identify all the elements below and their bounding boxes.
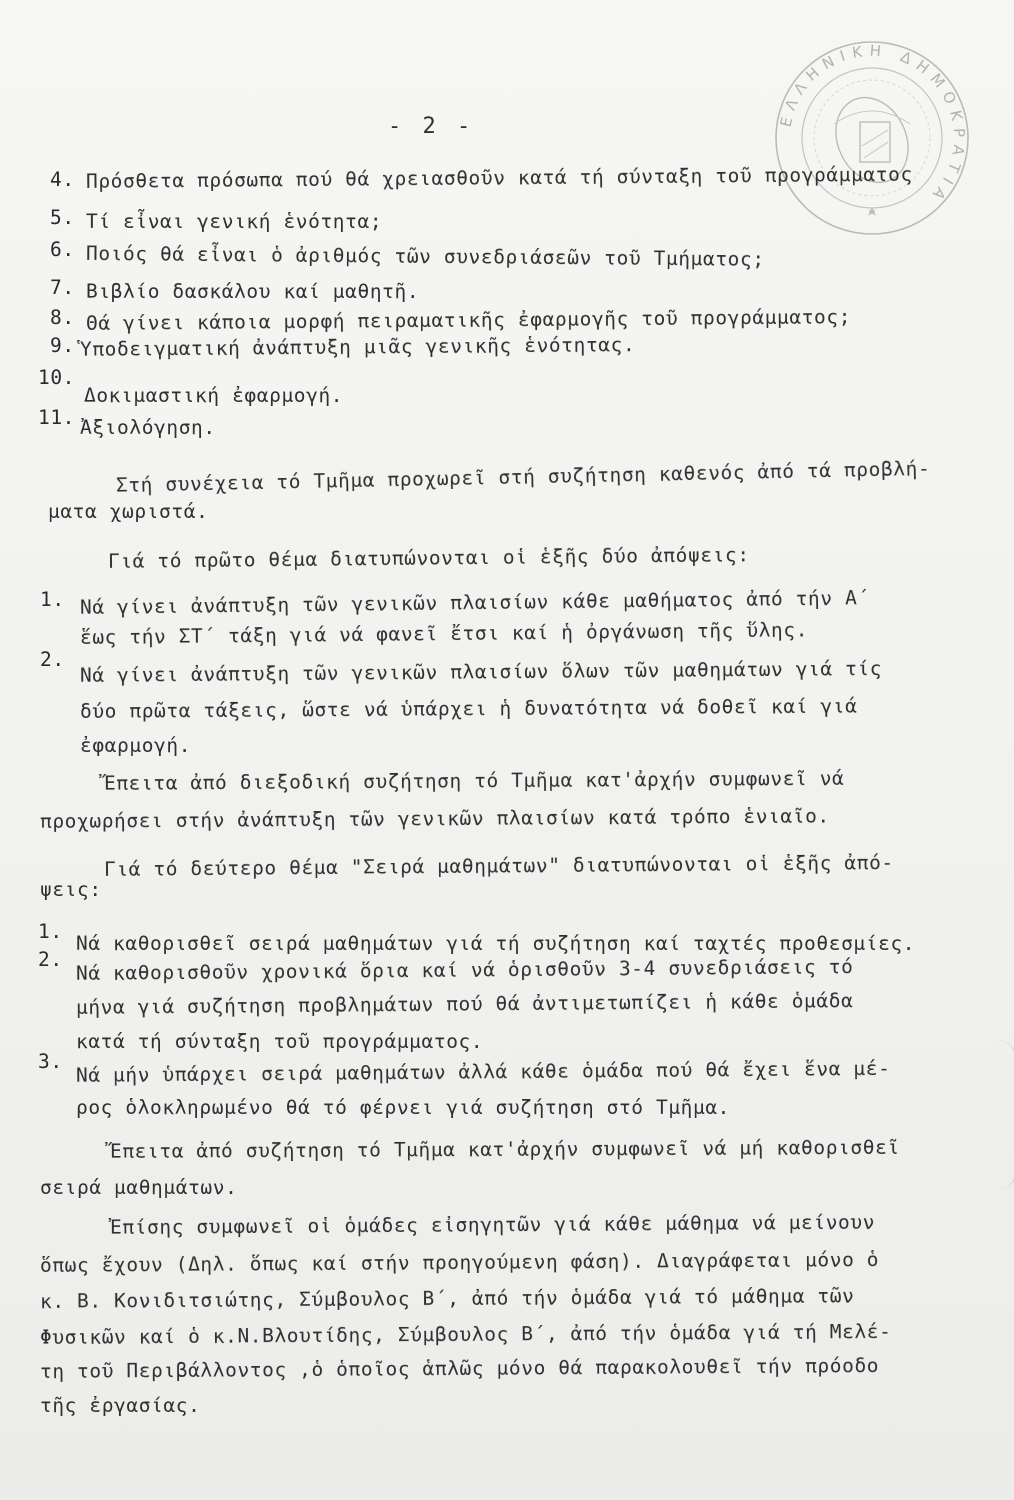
second-topic-heading-line: Γιά τό δεύτερο θέμα "Σειρά μαθημάτων" διατυπώνονται οἱ ἑξῆς ἀπό- bbox=[103, 851, 894, 881]
stamp-legend: ΕΛΛΗΝΙΚΗ ΔΗΜΟΚΡΑΤΙΑ bbox=[776, 41, 969, 209]
agenda-item-number: 8. bbox=[50, 306, 75, 329]
agenda-item-number: 7. bbox=[50, 276, 75, 299]
agenda-item-text: Ἀξιολόγηση. bbox=[80, 416, 216, 439]
agenda-item-number: 4. bbox=[50, 168, 75, 191]
opinion-line: Νά μήν ὑπάρχει σειρά μαθημάτων ἀλλά κάθε ὁμάδα πού θά ἔχει ἕνα μέ- bbox=[75, 1056, 891, 1087]
intro-line: Στή συνέχεια τό Τμῆμα προχωρεῖ στή συζήτηση καθενός ἀπό τά προβλή- bbox=[115, 456, 931, 497]
final-paragraph-line: τη τοῦ Περιβάλλοντος ,ὁ ὁποῖος ἁπλῶς μόνο θά παρακολουθεῖ τήν πρόοδο bbox=[39, 1354, 880, 1383]
second-topic-conclusion-line: Ἔπειτα ἀπό συζήτηση τό Τμῆμα κατ'ἀρχήν συμφωνεῖ νά μή καθορισθεῖ bbox=[109, 1135, 900, 1163]
final-paragraph-line: κ. Β. Κονιδιτσιώτης, Σύμβουλος Β΄, ἀπό τήν ὁμάδα γιά τό μάθημα τῶν bbox=[39, 1284, 855, 1313]
second-topic-heading-line: ψεις: bbox=[40, 878, 102, 901]
opinion-number: 1. bbox=[38, 920, 63, 943]
opinion-line: ἕως τήν ΣΤ΄ τάξη γιά νά φανεῖ ἔτσι καί ἡ ὀργάνωση τῆς ὕλης. bbox=[79, 618, 809, 649]
first-topic-conclusion-line: προχωρήσει στήν ἀνάπτυξη τῶν γενικῶν πλαισίων κατά τρόπο ἑνιαῖο. bbox=[39, 804, 830, 833]
opinion-line: Νά καθορισθοῦν χρονικά ὅρια καί νά ὁρισθοῦν 3-4 συνεδριάσεις τό bbox=[75, 955, 854, 985]
final-paragraph-line: τῆς ἐργασίας. bbox=[40, 1394, 201, 1417]
agenda-item-number: 5. bbox=[50, 206, 75, 229]
intro-line: ματα χωριστά. bbox=[48, 500, 209, 523]
agenda-item-text: Τί εἶναι γενική ἑνότητα; bbox=[86, 210, 383, 233]
agenda-item-text: Ὑποδειγματική ἀνάπτυξη μιᾶς γενικῆς ἑνότητας. bbox=[79, 333, 636, 361]
opinion-line: Νά γίνει ἀνάπτυξη τῶν γενικῶν πλαισίων κάθε μαθήματος ἀπό τήν Α΄ bbox=[79, 586, 870, 619]
final-paragraph-line: Ἐπίσης συμφωνεῖ οἱ ὁμάδες εἰσηγητῶν γιά κάθε μάθημα νά μείνουν bbox=[109, 1210, 876, 1239]
agenda-item-number: 6. bbox=[50, 238, 75, 261]
agenda-item-text: Δοκιμαστική ἐφαρμογή. bbox=[84, 384, 344, 407]
agenda-item-number: 9. bbox=[50, 334, 75, 357]
opinion-line: ρος ὁλοκληρωμένο θά τό φέρνει γιά συζήτηση στό Τμῆμα. bbox=[76, 1096, 731, 1119]
first-topic-conclusion-line: Ἔπειτα ἀπό διεξοδική συζήτηση τό Τμῆμα κατ'ἀρχήν συμφωνεῖ νά bbox=[103, 766, 845, 795]
agenda-item-text: Βιβλίο δασκάλου καί μαθητῆ. bbox=[86, 280, 420, 303]
first-topic-heading: Γιά τό πρῶτο θέμα διατυπώνονται οἱ ἑξῆς δύο ἀπόψεις: bbox=[107, 543, 750, 573]
opinion-line: κατά τή σύνταξη τοῦ προγράμματος. bbox=[76, 1030, 484, 1053]
page-number: - 2 - bbox=[388, 114, 475, 139]
opinion-line: δύο πρῶτα τάξεις, ὥστε νά ὑπάρχει ἡ δυνατότητα νά δοθεῖ καί γιά bbox=[79, 694, 858, 723]
margin-bracket bbox=[996, 1040, 1014, 1190]
agenda-item-number: 11. bbox=[38, 406, 76, 429]
opinion-line: ἐφαρμογή. bbox=[80, 734, 192, 757]
opinion-number: 1. bbox=[40, 588, 65, 611]
final-paragraph-line: Φυσικῶν καί ὁ κ.Ν.Βλουτίδης, Σύμβουλος Β΄, ἀπό τήν ὁμάδα γιά τή Μελέ- bbox=[39, 1320, 892, 1349]
opinion-line: μήνα γιά συζήτηση προβλημάτων πού θά ἀντιμετωπίζει ἡ κάθε ὁμάδα bbox=[75, 989, 854, 1019]
opinion-line: Νά καθορισθεῖ σειρά μαθημάτων γιά τή συζήτηση καί ταχτές προθεσμίες. bbox=[76, 932, 916, 955]
opinion-number: 3. bbox=[38, 1050, 63, 1073]
agenda-item-text: Πρόσθετα πρόσωπα πού θά χρειασθοῦν κατά τή σύνταξη τοῦ προγράμματος bbox=[85, 162, 913, 193]
final-paragraph-line: ὅπως ἔχουν (Δηλ. ὅπως καί στήν προηγούμενη φάση). Διαγράφεται μόνο ὁ bbox=[39, 1248, 880, 1277]
agenda-item-text: Θά γίνει κάποια μορφή πειραματικῆς ἐφαρμογῆς τοῦ προγράμματος; bbox=[85, 305, 852, 335]
opinion-number: 2. bbox=[40, 648, 65, 671]
official-stamp bbox=[772, 38, 972, 238]
agenda-item-number: 10. bbox=[38, 366, 76, 389]
opinion-line: Νά γίνει ἀνάπτυξη τῶν γενικῶν πλαισίων ὅλων τῶν μαθημάτων γιά τίς bbox=[79, 657, 883, 687]
opinion-number: 2. bbox=[38, 948, 63, 971]
agenda-item-text: Ποιός θά εἶναι ὁ ἀριθμός τῶν συνεδριάσεῶν τοῦ Τμήματος; bbox=[85, 242, 765, 271]
second-topic-conclusion-line: σειρά μαθημάτων. bbox=[40, 1176, 238, 1199]
